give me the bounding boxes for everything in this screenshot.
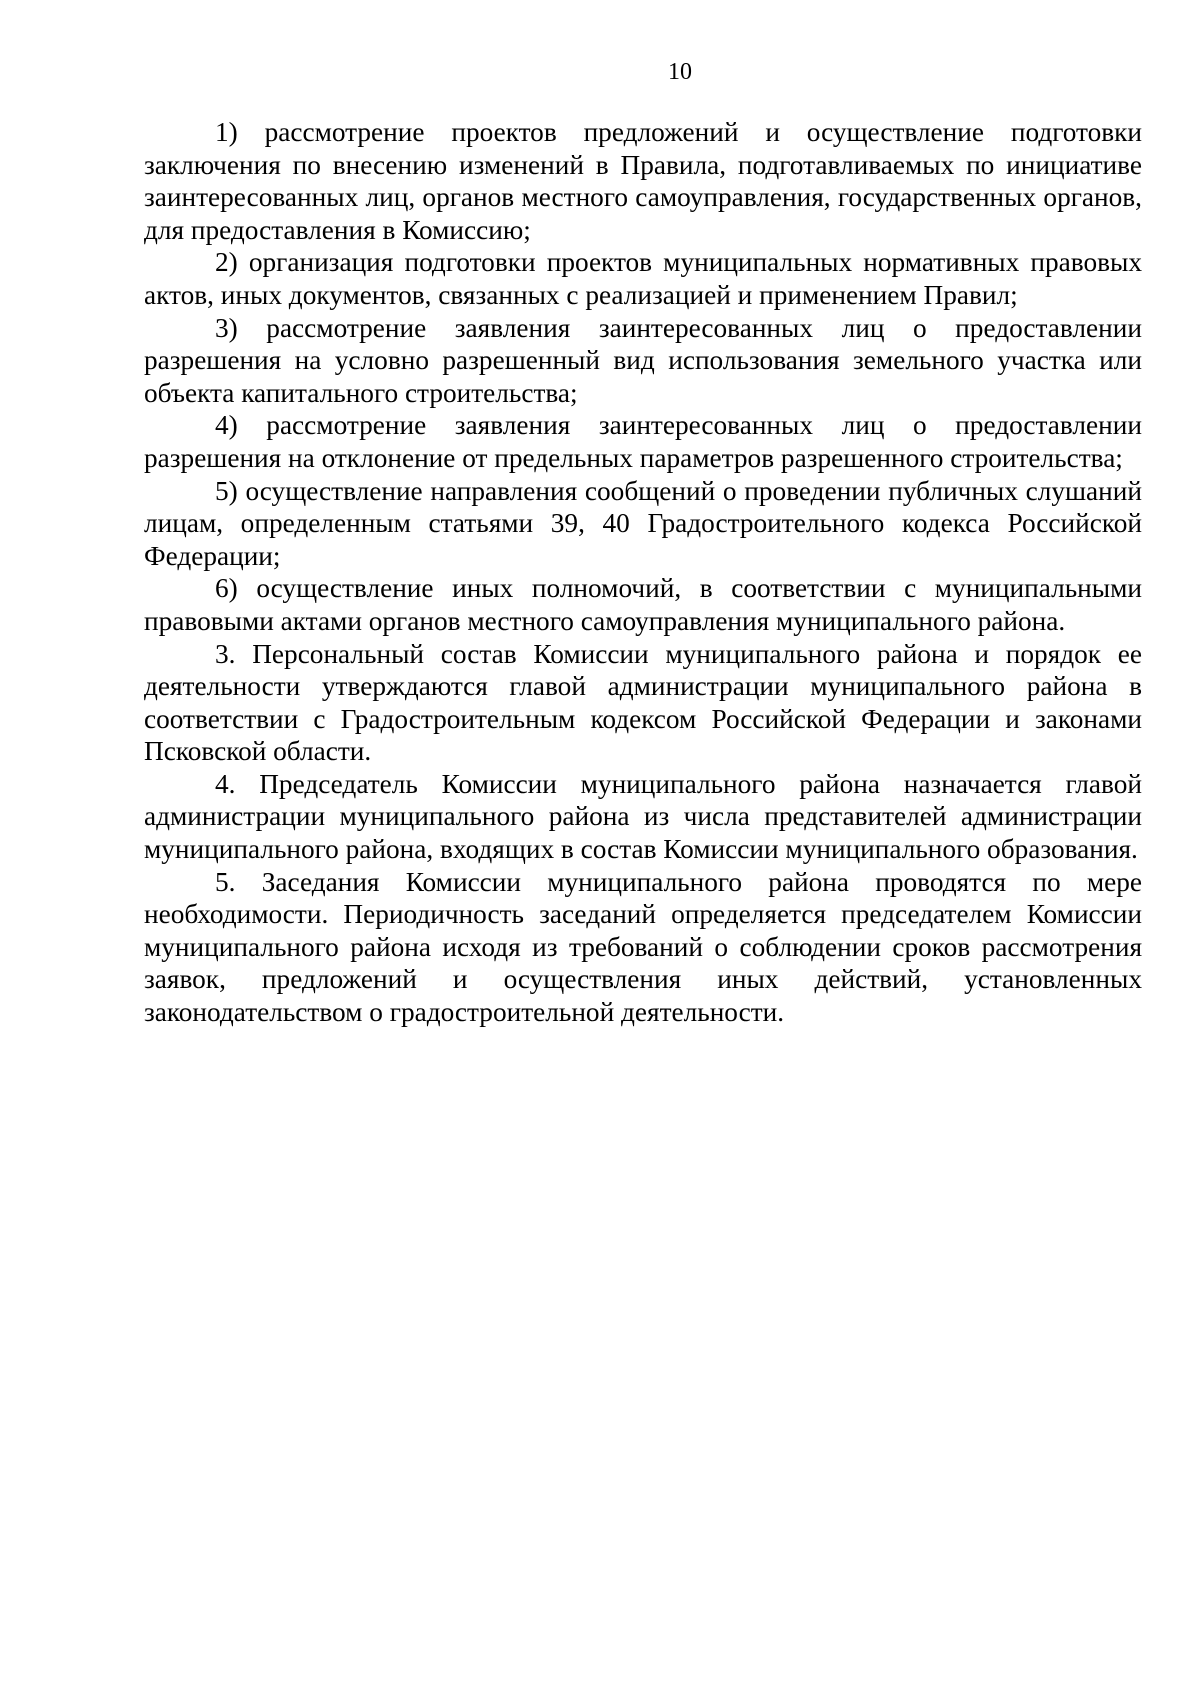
list-item-2: 2) организация подготовки проектов муниципальных нормативных правовых актов, иных документов, связанных с реализацией и применением Правил; [144,247,1142,310]
list-item-4: 4) рассмотрение заявления заинтересованных лиц о предоставлении разрешения на отклонение от предельных параметров разрешенного строительства; [144,410,1142,473]
list-item-1: 1) рассмотрение проектов предложений и осуществление подготовки заключения по внесению изменений в Правила, подготавливаемых по инициативе заинтересованных лиц, органов местного самоуправления, государственных органов, для предоставления в Комиссию; [144,117,1142,245]
document-body [144,116,1142,1029]
list-item-6: 6) осуществление иных полномочий, в соответствии с муниципальными правовыми актами органов местного самоуправления муниципального района. [144,573,1142,636]
clause-3: 3. Персональный состав Комиссии муниципального района и порядок ее деятельности утверждаются главой администрации муниципального района в соответствии с Градостроительным кодексом Российской Федерации и законами Псковской области. [144,638,1142,767]
list-item-3: 3) рассмотрение заявления заинтересованных лиц о предоставлении разрешения на условно разрешенный вид использования земельного участка или объекта капитального строительства; [144,312,1142,408]
page-number: 10 [668,59,692,85]
list-item-5: 5) осуществление направления сообщений о проведении публичных слушаний лицам, определенным статьями 39, 40 Градостроительного кодекса Российской Федерации; [144,475,1142,571]
clause-4: 4. Председатель Комиссии муниципального района назначается главой администрации муниципального района из числа представителей администрации муниципального района, входящих в состав Комиссии муниципального образования. [144,768,1142,865]
clause-5: 5. Заседания Комиссии муниципального района проводятся по мере необходимости. Периодичность заседаний определяется председателем Комиссии муниципального района исходя из требований о соблюдении сроков рассмотрения заявок, предложений и осуществления иных действий, установленных законодательством о градостроительной деятельности. [144,866,1142,1028]
